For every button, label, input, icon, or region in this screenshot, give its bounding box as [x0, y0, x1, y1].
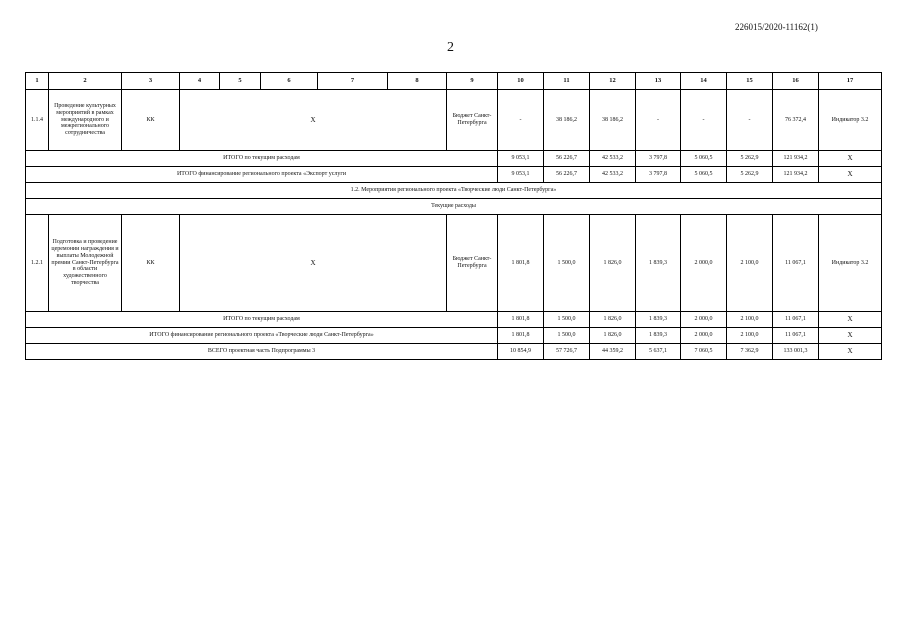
total-value: 2 000,0 [681, 312, 727, 328]
total-value: 5 060,5 [681, 167, 727, 183]
total-value: 2 000,0 [681, 328, 727, 344]
total-x-mark: Х [819, 328, 882, 344]
table-row-section-title [26, 183, 882, 199]
total-value: 56 226,7 [544, 167, 590, 183]
row-value: 1 826,0 [590, 215, 636, 312]
section-title: 1.2. Мероприятия регионального проекта «Творческие люди Санкт-Петербурга» [26, 183, 882, 199]
row-value: 38 186,2 [544, 90, 590, 151]
col-header: 5 [220, 73, 261, 90]
row-indicator: Индикатор 3.2 [819, 90, 882, 151]
col-header: 7 [318, 73, 388, 90]
grand-total-value: 5 637,1 [636, 344, 681, 360]
row-value: - [727, 90, 773, 151]
total-value: 1 500,0 [544, 328, 590, 344]
total-value: 3 797,8 [636, 151, 681, 167]
grand-total-label: ВСЕГО проектная часть Подпрограммы 3 [26, 344, 498, 360]
total-value: 5 262,9 [727, 167, 773, 183]
grand-total-value: 133 001,3 [773, 344, 819, 360]
table-row-total-project-2 [26, 328, 882, 344]
row-x-mark: Х [180, 90, 447, 151]
grand-total-x-mark: Х [819, 344, 882, 360]
total-label: ИТОГО по текущим расходам [26, 312, 498, 328]
row-value: 1 801,8 [498, 215, 544, 312]
table-row-subsection-title [26, 199, 882, 215]
table-row-1-2-1 [26, 215, 882, 312]
total-value: 2 100,0 [727, 312, 773, 328]
row-code: 1.2.1 [26, 215, 49, 312]
row-value: 76 372,4 [773, 90, 819, 151]
total-value: 42 533,2 [590, 151, 636, 167]
table-row-1-1-4 [26, 90, 882, 151]
total-value: 5 262,9 [727, 151, 773, 167]
grand-total-value: 7 362,9 [727, 344, 773, 360]
total-value: 1 839,3 [636, 312, 681, 328]
grand-total-value: 10 854,9 [498, 344, 544, 360]
row-value: 1 500,0 [544, 215, 590, 312]
col-header: 10 [498, 73, 544, 90]
row-description: Подготовка и проведение церемонии награждения и выплаты Молодежной премии Санкт-Петербурга в области художественного творчества [49, 215, 122, 312]
total-x-mark: Х [819, 167, 882, 183]
total-value: 9 053,1 [498, 151, 544, 167]
table-row-total-project-1 [26, 167, 882, 183]
total-value: 121 934,2 [773, 151, 819, 167]
col-header: 14 [681, 73, 727, 90]
row-value: - [681, 90, 727, 151]
total-value: 56 226,7 [544, 151, 590, 167]
row-funding-source: Бюджет Санкт-Петербурга [447, 215, 498, 312]
row-executor: КК [122, 90, 180, 151]
row-code: 1.1.4 [26, 90, 49, 151]
row-executor: КК [122, 215, 180, 312]
row-value: - [636, 90, 681, 151]
grand-total-value: 57 726,7 [544, 344, 590, 360]
row-value: 1 839,3 [636, 215, 681, 312]
total-value: 121 934,2 [773, 167, 819, 183]
col-header: 9 [447, 73, 498, 90]
table-row-grand-total [26, 344, 882, 360]
col-header: 1 [26, 73, 49, 90]
total-value: 3 797,8 [636, 167, 681, 183]
row-value: - [498, 90, 544, 151]
total-label: ИТОГО по текущим расходам [26, 151, 498, 167]
col-header: 17 [819, 73, 882, 90]
total-value: 2 100,0 [727, 328, 773, 344]
col-header: 12 [590, 73, 636, 90]
column-header-row [26, 73, 882, 90]
total-label: ИТОГО финансирование регионального проекта «Творческие люди Санкт-Петербурга» [26, 328, 498, 344]
col-header: 6 [261, 73, 318, 90]
budget-table [25, 72, 882, 360]
total-x-mark: Х [819, 312, 882, 328]
col-header: 3 [122, 73, 180, 90]
table-row-total-current-1 [26, 151, 882, 167]
total-value: 1 826,0 [590, 312, 636, 328]
row-value: 11 067,1 [773, 215, 819, 312]
table-row-total-current-2 [26, 312, 882, 328]
total-value: 42 533,2 [590, 167, 636, 183]
row-indicator: Индикатор 3.2 [819, 215, 882, 312]
col-header: 15 [727, 73, 773, 90]
total-value: 1 839,3 [636, 328, 681, 344]
total-value: 1 801,8 [498, 328, 544, 344]
total-value: 1 826,0 [590, 328, 636, 344]
document-id: 226015/2020-11162(1) [735, 22, 818, 32]
total-value: 1 500,0 [544, 312, 590, 328]
col-header: 4 [180, 73, 220, 90]
page-number: 2 [447, 40, 454, 55]
subsection-title: Текущие расходы [26, 199, 882, 215]
col-header: 13 [636, 73, 681, 90]
row-value: 2 100,0 [727, 215, 773, 312]
col-header: 11 [544, 73, 590, 90]
total-value: 11 067,1 [773, 328, 819, 344]
row-value: 38 186,2 [590, 90, 636, 151]
total-value: 1 801,8 [498, 312, 544, 328]
total-value: 5 060,5 [681, 151, 727, 167]
row-funding-source: Бюджет Санкт-Петербурга [447, 90, 498, 151]
grand-total-value: 44 359,2 [590, 344, 636, 360]
grand-total-value: 7 060,5 [681, 344, 727, 360]
row-description: Проведение культурных мероприятий в рамках международного и межрегионального сотрудничества [49, 90, 122, 151]
total-label: ИТОГО финансирование регионального проекта «Экспорт услуги [26, 167, 498, 183]
row-x-mark: Х [180, 215, 447, 312]
col-header: 2 [49, 73, 122, 90]
total-value: 9 053,1 [498, 167, 544, 183]
total-value: 11 067,1 [773, 312, 819, 328]
row-value: 2 000,0 [681, 215, 727, 312]
col-header: 8 [388, 73, 447, 90]
total-x-mark: Х [819, 151, 882, 167]
col-header: 16 [773, 73, 819, 90]
